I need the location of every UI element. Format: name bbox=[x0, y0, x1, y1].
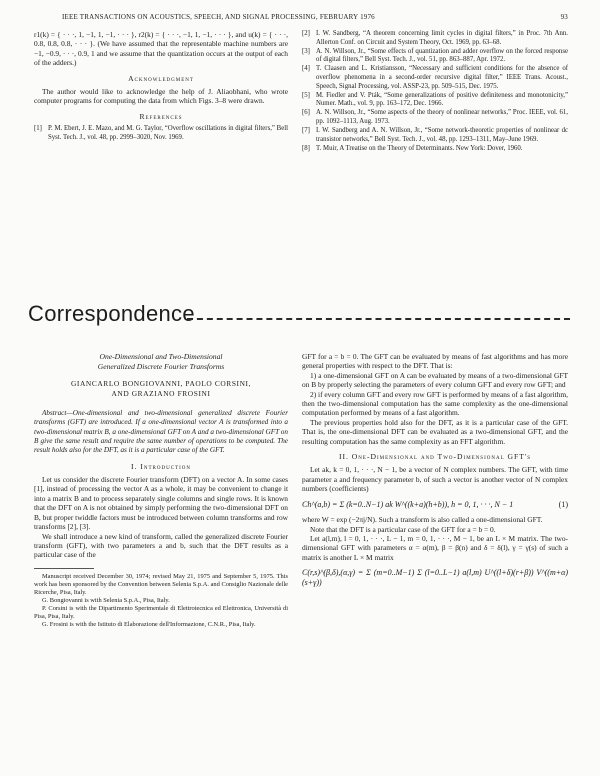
intro-paragraph-2: We shall introduce a new kind of transform, called the generalized discrete Fourier transform (GFT), with two parameters a and b, such that the DFT results as a particular case of the bbox=[34, 531, 288, 560]
prev-article-left-column bbox=[34, 30, 288, 143]
reference-number: [6] bbox=[302, 109, 310, 117]
reference-number: [3] bbox=[302, 47, 310, 55]
right-paragraph-1: GFT for a = b = 0. The GFT can be evaluated by means of fast algorithms and has more general properties with respect to the DFT. That is: bbox=[302, 352, 568, 371]
prev-body-text: r1(k) = { · · ·, 1, −1, 1, −1, · · · }, r2(k) = { · · ·, −1, 1, −1, · · · }, and u(k) = { · · ·, 0.8, 0.8, 0.8, · · · }. (We have assumed that the representable machine numbers are −1, −0.9, · · ·, 0.9, 1 and we assume that the quantization occurs at the output of each of the adders.) bbox=[34, 30, 288, 68]
reference-number: [1] bbox=[34, 125, 42, 133]
article-title-line1: One-Dimensional and Two-Dimensional bbox=[99, 352, 223, 361]
section-2-heading: II. One-Dimensional and Two-Dimensional GFT's bbox=[338, 452, 532, 462]
abstract: Abstract—One-dimensional and two-dimensional generalized discrete Fourier transforms (GFT) are introduced. If a one-dimensional vector A is transformed into a two-dimensional matrix B, a one-dimensional GFT on A and a two-dimensional GFT on B give the same result and require the same number of operations to be computed. The result holds also for the DFT, as it is a particular case of the GFT. bbox=[34, 409, 288, 455]
page-number: 93 bbox=[560, 13, 568, 21]
equation-1-body: Ch^(a,b) = Σ (k=0..N−1) ak W^((k+a)(h+b)), h = 0, 1, · · ·, N − 1 bbox=[302, 499, 514, 509]
footnote: G. Frosini is with the Istituto di Elaborazione dell'Informazione, C.N.R., Pisa, Italy. bbox=[42, 620, 256, 628]
reference-item bbox=[302, 30, 568, 47]
reference-number: [5] bbox=[302, 91, 310, 99]
authors-line1: GIANCARLO BONGIOVANNI, PAOLO CORSINI, bbox=[70, 379, 252, 389]
equation-2-body: C(r,s)^(β,δ),(α,γ) = Σ (m=0..M−1) Σ (l=0..L−1) a(l,m) U^((l+δ)(r+β)) V^((m+α)(s+γ)) bbox=[302, 568, 568, 587]
reference-text: P. M. Ebert, J. E. Mazo, and M. G. Taylor, “Overflow oscillations in digital filters,” Bell Syst. Tech. J., vol. 48, pp. 2999–3020, Nov. 1969. bbox=[48, 125, 288, 141]
authors-line2: AND GRAZIANO FROSINI bbox=[111, 389, 211, 399]
acknowledgment-text: The author would like to acknowledge the help of J. Aliaobhani, who wrote computer programs for computing the data from which Figs. 3–8 were drawn. bbox=[34, 87, 288, 106]
reference-item bbox=[34, 125, 288, 142]
section-2-paragraph-1: Let ak, k = 0, 1, · · ·, N − 1, be a vector of N complex numbers. The GFT, with time parameter a and frequency parameter b, of such a vector is another vector of N complex numbers (coefficients) bbox=[302, 465, 568, 494]
reference-number: [2] bbox=[302, 30, 310, 37]
references-left-list bbox=[34, 125, 288, 142]
article-authors bbox=[34, 379, 288, 399]
section-label: Correspondence bbox=[28, 301, 195, 326]
reference-text: T. Claasen and L. Kristiansson, “Necessary and sufficient conditions for the absence of overflow phenomena in a second-order recursive digital filter,” IEEE Trans. Acoust., Speech, Signal Processing, vol. ASSP-23, pp. 509–515, Dec. 1975. bbox=[316, 65, 568, 90]
footnote-rule bbox=[34, 568, 94, 569]
intro-paragraph-1: Let us consider the discrete Fourier transform (DFT) on a vector A. In some cases [1], instead of processing the vector A as a whole, it may be convenient to change it into a matrix B and to process separately single columns and single rows. It is known that the DFT on A is not obtained by simply performing the two-dimensional DFT on B, but proper twiddle factors must be introduced between column transforms and row transforms [2], [3]. bbox=[34, 475, 288, 532]
reference-text: M. Fiedler and V. Pták, “Some generalizations of positive definiteness and monotonicity,” Numer. Math., vol. 9, pp. 163–172, Dec. 1966. bbox=[316, 91, 568, 108]
article-left-column bbox=[34, 352, 288, 629]
reference-text: T. Muir, A Treatise on the Theory of Determinants. New York: Dover, 1960. bbox=[316, 144, 523, 152]
right-paragraph-2: 1) a one-dimensional GFT on A can be evaluated by means of a two-dimensional GFT on B by properly selecting the parameters of every column GFT and every row GFT; and bbox=[302, 370, 568, 390]
reference-text: A. N. Willson, Jr., “Some effects of quantization and adder overflow on the forced response of digital filters,” Bell Syst. Tech. J., vol. 51, pp. 863–887, Apr. 1972. bbox=[316, 47, 568, 64]
reference-text: A. N. Willson, Jr., “Some aspects of the theory of nonlinear networks,” Proc. IEEE, vol. 61, pp. 1092–1113, Aug. 1973. bbox=[316, 109, 568, 125]
journal-title: IEEE TRANSACTIONS ON ACOUSTICS, SPEECH, AND SIGNAL PROCESSING, FEBRUARY 1976 bbox=[62, 13, 375, 21]
reference-text: I. W. Sandberg and A. N. Willson, Jr., “Some network-theoretic properties of nonlinear dc transistor networks,” Bell Syst. Tech. J., vol. 48, pp. 1293–1311, May–June 1969. bbox=[316, 127, 568, 143]
reference-item bbox=[302, 145, 568, 154]
article-title-line2: Generalized Discrete Fourier Transforms bbox=[97, 361, 225, 371]
reference-item bbox=[302, 109, 568, 126]
references-heading: References bbox=[139, 111, 183, 121]
intro-heading: I. Introduction bbox=[131, 461, 191, 471]
footnote: P. Corsini is with the Dipartimento Sperimentale di Elettrotecnica ed Elettronica, Università di Pisa, Pisa, Italy. bbox=[34, 604, 288, 620]
running-head bbox=[62, 13, 568, 21]
reference-item bbox=[302, 65, 568, 91]
reference-item bbox=[302, 48, 568, 65]
reference-text: I. W. Sandberg, “A theorem concerning limit cycles in digital filters,” in Proc. 7th Ann. Allerton Conf. on Circuit and System Theory, Oct. 1969, pp. 63–68. bbox=[316, 30, 568, 46]
equation-1 bbox=[302, 500, 568, 509]
footnote: Manuscript received December 30, 1974; revised May 21, 1975 and September 5, 1975. This work has been sponsored by the Convention between Selenia S.p.A. and Consiglio Nazionale delle Ricerche, Pisa, Italy. bbox=[34, 572, 288, 596]
section-2-paragraph-2: where W = exp (−2πj/N). Such a transform is also called a one-dimensional GFT. bbox=[302, 515, 543, 525]
reference-item bbox=[302, 127, 568, 144]
equation-2 bbox=[302, 568, 568, 587]
equation-1-number: (1) bbox=[558, 499, 568, 509]
section-2-paragraph-4: Let a(l,m), l = 0, 1, · · ·, L − 1, m = 0, 1, · · ·, M − 1, be an L × M matrix. The two-dimensional GFT with parameters α = α(m), β = β(n) and δ = δ(l), γ = γ(s) of such a matrix is another L × M matrix bbox=[302, 533, 568, 562]
section-dash-rule bbox=[187, 318, 570, 320]
acknowledgment-heading: Acknowledgment bbox=[128, 73, 194, 83]
reference-number: [4] bbox=[302, 65, 310, 73]
reference-item bbox=[302, 92, 568, 109]
section-2-paragraph-3: Note that the DFT is a particular case of the GFT for a = b = 0. bbox=[310, 524, 496, 534]
reference-number: [8] bbox=[302, 144, 310, 152]
footnote: G. Bongiovanni is with Selenia S.p.A., Pisa, Italy. bbox=[42, 596, 170, 604]
references-right-list bbox=[302, 30, 568, 154]
right-paragraph-4: The previous properties hold also for the DFT, as it is a particular case of the GFT. That is, the one-dimensional DFT can be evaluated as a two-dimensional GFT, and the resulting computation has the same complexity as an FFT algorithm. bbox=[302, 417, 568, 446]
article-right-column bbox=[302, 352, 568, 593]
right-paragraph-3: 2) if every column GFT and every row GFT is performed by means of a fast algorithm, then the two-dimensional computation has the same complexity as the one-dimensional computation performed by means of a fast algorithm. bbox=[302, 389, 568, 418]
reference-number: [7] bbox=[302, 127, 310, 135]
